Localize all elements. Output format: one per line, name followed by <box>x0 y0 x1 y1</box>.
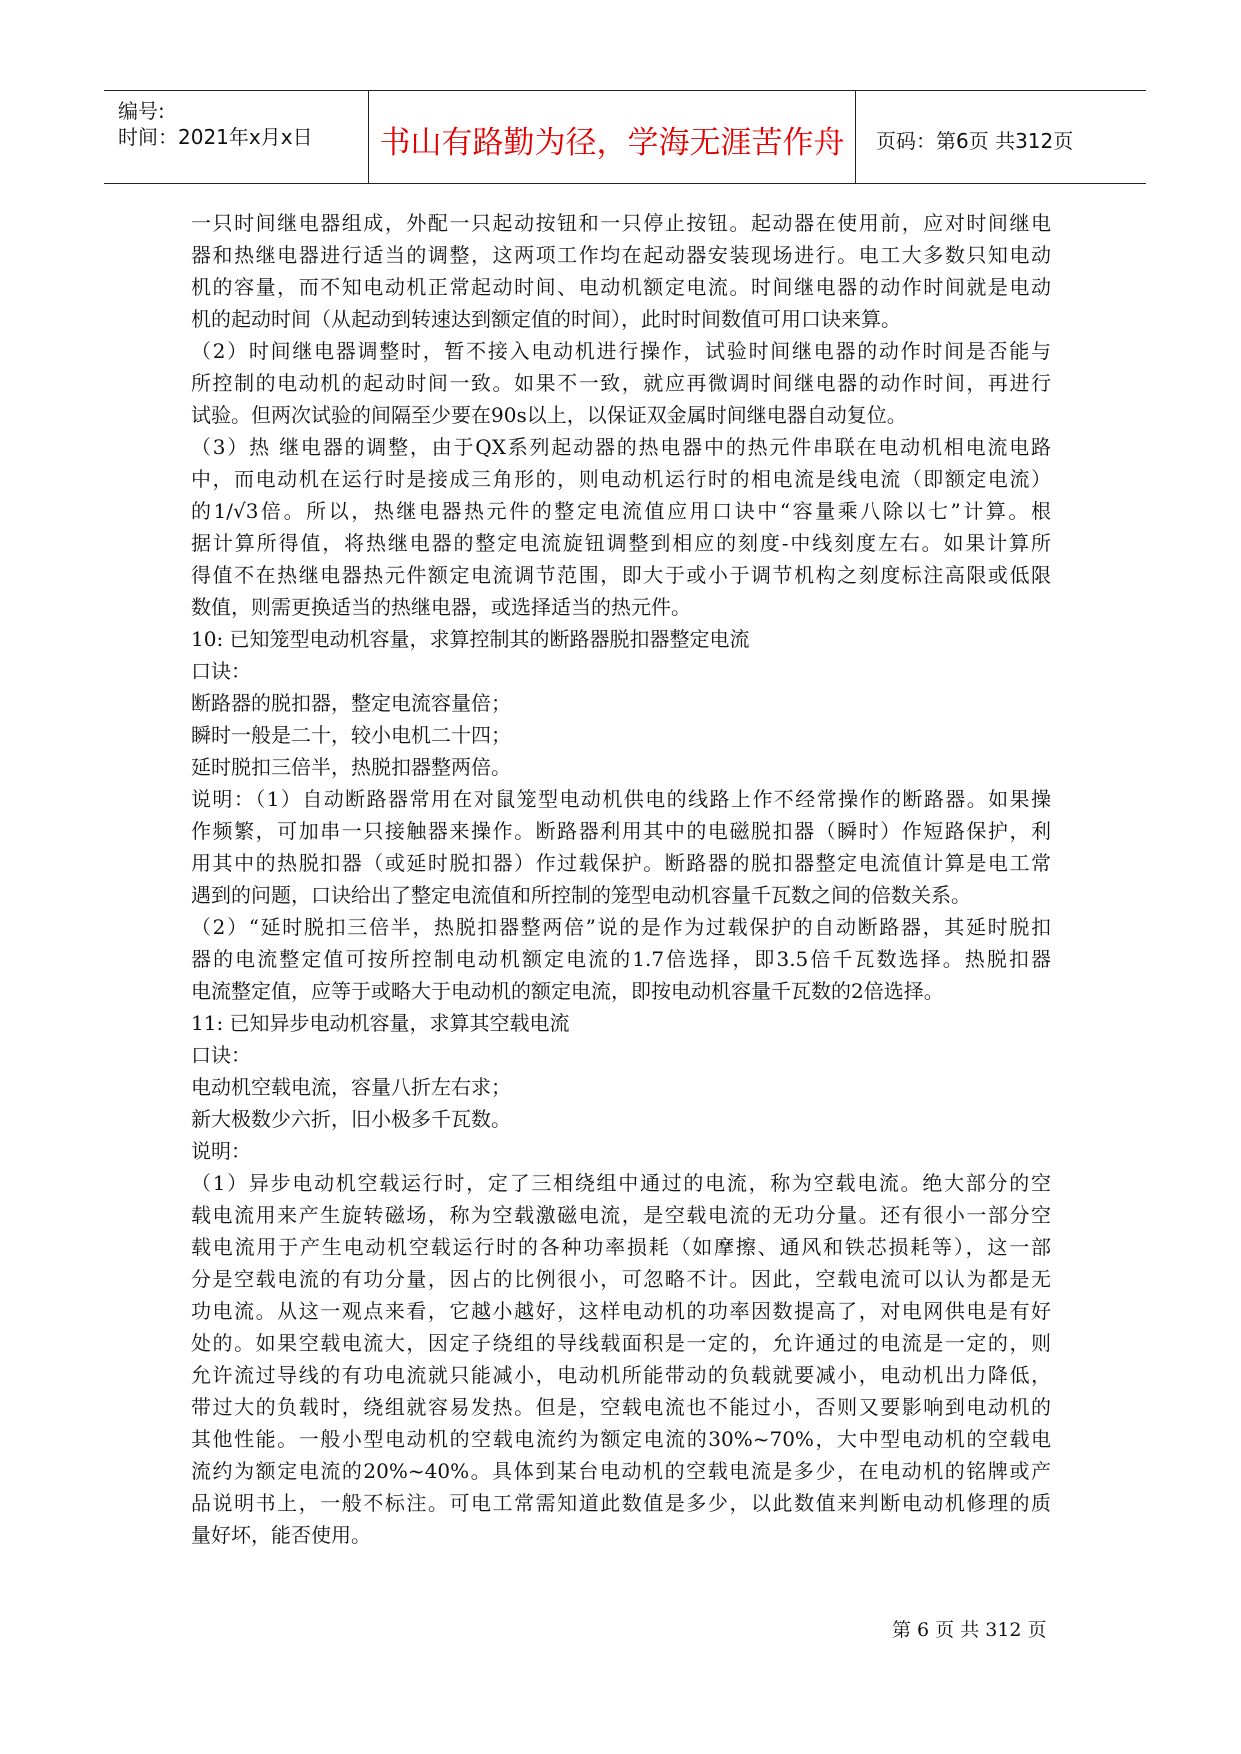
body-line: 新大极数少六折，旧小极多千瓦数。 <box>191 1107 511 1131</box>
body-line: 器和热继电器进行适当的调整，这两项工作均在起动器安装现场进行。电工大多数只知电动 <box>191 243 1051 267</box>
header-meta-cell <box>104 91 368 183</box>
body-line: 量好坏，能否使用。 <box>191 1523 371 1547</box>
page-footer: 第 6 页 共 312 页 <box>892 1619 1047 1641</box>
document-number-label: 编号: <box>118 99 165 123</box>
document-time-label: 时间：2021年x月x日 <box>118 125 313 149</box>
body-line: 功电流。从这一观点来看，它越小越好，这样电动机的功率因数提高了，对电网供电是有好 <box>191 1299 1051 1323</box>
body-line: 所控制的电动机的起动时间一致。如果不一致，就应再微调时间继电器的动作时间，再进行 <box>191 371 1051 395</box>
body-line: 电动机空载电流，容量八折左右求； <box>191 1075 511 1099</box>
body-line: 处的。如果空载电流大，因定子绕组的导线载面积是一定的，允许通过的电流是一定的，则 <box>191 1331 1051 1355</box>
body-line: （2）时间继电器调整时，暂不接入电动机进行操作，试验时间继电器的动作时间是否能与 <box>191 339 1051 363</box>
body-line: 用其中的热脱扣器（或延时脱扣器）作过载保护。断路器的脱扣器整定电流值计算是电工常 <box>191 851 1051 875</box>
header-motto: 书山有路勤为径，学海无涯苦作舟 <box>379 125 845 161</box>
body-line: 电流整定值，应等于或略大于电动机的额定电流，即按电动机容量千瓦数的2倍选择。 <box>191 979 944 1003</box>
body-line: 口诀： <box>191 1043 251 1067</box>
body-line: 机的容量，而不知电动机正常起动时间、电动机额定电流。时间继电器的动作时间就是电动 <box>191 275 1051 299</box>
body-line: 载电流用于产生电动机空载运行时的各种功率损耗（如摩擦、通风和铁芯损耗等），这一部 <box>191 1235 1051 1259</box>
body-line: （1）异步电动机空载运行时，定了三相绕组中通过的电流，称为空载电流。绝大部分的空 <box>191 1171 1051 1195</box>
body-line: 说明：（1）自动断路器常用在对鼠笼型电动机供电的线路上作不经常操作的断路器。如果操 <box>191 787 1051 811</box>
document-body <box>191 207 1051 1551</box>
body-line: 中，而电动机在运行时是接成三角形的，则电动机运行时的相电流是线电流（即额定电流） <box>191 467 1051 491</box>
body-line: 说明： <box>191 1139 251 1163</box>
page-header <box>104 90 1146 184</box>
body-line: （3）热 继电器的调整，由于QX系列起动器的热电器中的热元件串联在电动机相电流电路 <box>191 435 1051 459</box>
body-line: 数值，则需更换适当的热继电器，或选择适当的热元件。 <box>191 595 691 619</box>
body-line: 流约为额定电流的20%~40%。具体到某台电动机的空载电流是多少，在电动机的铭牌或产 <box>191 1459 1051 1483</box>
body-line: 瞬时一般是二十，较小电机二十四； <box>191 723 511 747</box>
body-line: 载电流用来产生旋转磁场，称为空载激磁电流，是空载电流的无功分量。还有很小一部分空 <box>191 1203 1051 1227</box>
body-line: 的1/√3倍。所以，热继电器热元件的整定电流值应用口诀中“容量乘八除以七”计算。根 <box>191 499 1051 523</box>
body-line: 11: 已知异步电动机容量，求算其空载电流 <box>191 1011 570 1035</box>
body-line: 机的起动时间（从起动到转速达到额定值的时间），此时时间数值可用口诀来算。 <box>191 307 901 331</box>
body-line: 允许流过导线的有功电流就只能减小，电动机所能带动的负载就要减小，电动机出力降低， <box>191 1363 1051 1387</box>
body-line: 10: 已知笼型电动机容量，求算控制其的断路器脱扣器整定电流 <box>191 627 750 651</box>
body-line: 其他性能。一般小型电动机的空载电流约为额定电流的30%~70%，大中型电动机的空载电 <box>191 1427 1051 1451</box>
header-page-cell <box>856 91 1146 183</box>
header-motto-cell <box>368 91 856 183</box>
body-line: 口诀： <box>191 659 251 683</box>
body-line: 断路器的脱扣器，整定电流容量倍； <box>191 691 511 715</box>
body-line: 得值不在热继电器热元件额定电流调节范围，即大于或小于调节机构之刻度标注高限或低限 <box>191 563 1051 587</box>
body-line: 分是空载电流的有功分量，因占的比例很小，可忽略不计。因此，空载电流可以认为都是无 <box>191 1267 1051 1291</box>
body-line: 试验。但两次试验的间隔至少要在90s以上，以保证双金属时间继电器自动复位。 <box>191 403 907 427</box>
body-line: 延时脱扣三倍半，热脱扣器整两倍。 <box>191 755 511 779</box>
body-line: 带过大的负载时，绕组就容易发热。但是，空载电流也不能过小，否则又要影响到电动机的 <box>191 1395 1051 1419</box>
body-line: 器的电流整定值可按所控制电动机额定电流的1.7倍选择，即3.5倍千瓦数选择。热脱扣器 <box>191 947 1051 971</box>
header-page-info: 页码：第6页 共312页 <box>876 129 1074 153</box>
body-line: 据计算所得值，将热继电器的整定电流旋钮调整到相应的刻度-中线刻度左右。如果计算所 <box>191 531 1051 555</box>
body-line: 品说明书上，一般不标注。可电工常需知道此数值是多少，以此数值来判断电动机修理的质 <box>191 1491 1051 1515</box>
body-line: 一只时间继电器组成，外配一只起动按钮和一只停止按钮。起动器在使用前，应对时间继电 <box>191 211 1051 235</box>
body-line: 作频繁，可加串一只接触器来操作。断路器利用其中的电磁脱扣器（瞬时）作短路保护，利 <box>191 819 1051 843</box>
body-line: （2）“延时脱扣三倍半，热脱扣器整两倍”说的是作为过载保护的自动断路器，其延时脱扣 <box>191 915 1051 939</box>
body-line: 遇到的问题，口诀给出了整定电流值和所控制的笼型电动机容量千瓦数之间的倍数关系。 <box>191 883 971 907</box>
